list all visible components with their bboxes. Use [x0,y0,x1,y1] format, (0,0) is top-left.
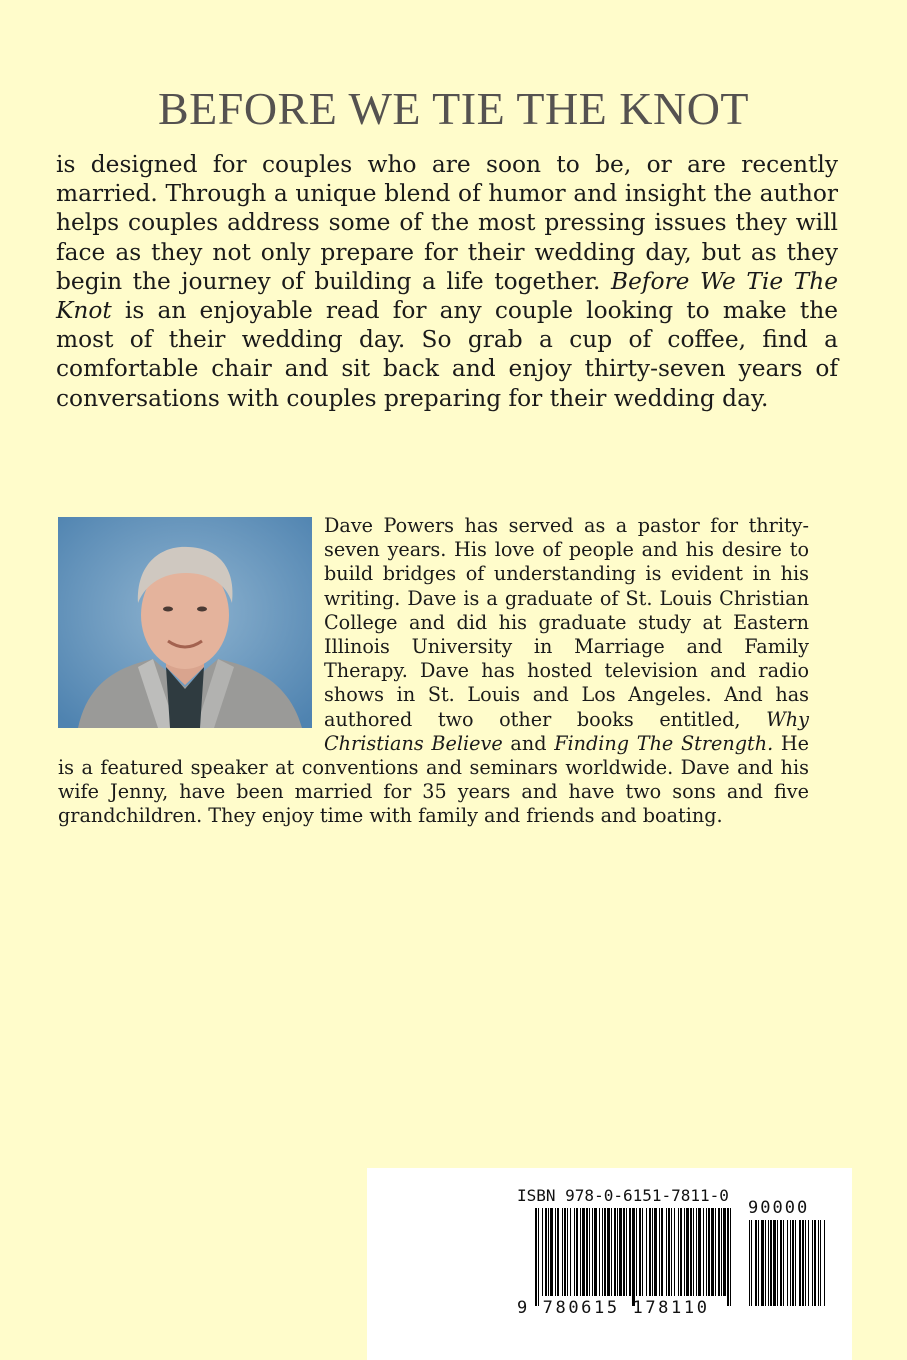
description-book-title: Before We Tie The Knot [56,267,838,325]
barcode-bar [680,1208,682,1296]
barcode-bar [564,1208,566,1296]
barcode-bar [557,1208,559,1296]
barcode-bar [562,1208,563,1296]
barcode-bar [614,1208,616,1296]
barcode-bar [642,1208,643,1296]
addon-bar [802,1220,804,1306]
addon-bar [814,1220,816,1306]
barcode-bar [582,1208,585,1296]
barcode-bar [589,1208,590,1296]
barcode-bar [703,1208,704,1296]
barcode-bar [570,1208,571,1296]
barcode-bar [661,1208,663,1296]
addon-bar [812,1220,813,1306]
barcode-bar [550,1208,553,1296]
barcode-bar [580,1208,581,1296]
bio-book-2: Finding The Strength. [554,731,774,755]
barcode-bar [545,1208,547,1296]
bio-book-1: Why Christians Believe [324,707,809,755]
addon-bar [751,1220,752,1306]
barcode-bar [723,1208,726,1296]
barcode-bar [690,1208,692,1296]
barcode-bar [674,1208,675,1296]
barcode-bar [629,1208,631,1296]
addon-bar [799,1220,801,1306]
barcode-bar [576,1208,578,1296]
addon-bar [777,1220,778,1306]
addon-bar [755,1220,757,1306]
barcode-bar [632,1208,635,1306]
barcode-bar [659,1208,660,1296]
addon-bar [824,1220,825,1306]
barcode-bar [730,1208,731,1306]
bio-and: and [502,731,555,755]
addon-bar [790,1220,791,1306]
barcode-bar [617,1208,618,1296]
addon-bar [787,1220,788,1306]
addon-bar [780,1220,782,1306]
barcode-bar [574,1208,575,1296]
barcode-bar [652,1208,653,1296]
description-text-2: is an enjoyable read for any couple looking to make the most of their wedding day. So grab a cup of coffee, find a comfortable chair and sit back and enjoy thirty-seven years of conversations with couples preparing for their wedding day. [56,297,838,412]
barcode-bar [715,1208,716,1296]
barcode-bar [623,1208,625,1296]
barcode-bar [684,1208,685,1296]
barcode-bar [619,1208,622,1296]
barcode-bar [711,1208,714,1296]
addon-bar [749,1220,750,1306]
barcode-bar [636,1208,637,1296]
barcode-bar [567,1208,568,1296]
addon-digits: 90000 [748,1198,810,1218]
addon-bar [818,1220,819,1306]
ean-digits: 9 780615 178110 [517,1298,710,1318]
addon-bar [758,1220,759,1306]
barcode-bar [678,1208,679,1296]
barcode-bar [668,1208,670,1296]
barcode-bar [592,1208,593,1296]
photo-spacer [58,514,324,732]
isbn-label: ISBN 978-0-6151-7811-0 [517,1186,729,1205]
barcode-bar [718,1208,720,1296]
addon-bar [768,1220,769,1306]
barcode-bar [654,1208,657,1296]
addon-bar [805,1220,806,1306]
author-bio [58,514,809,829]
barcode-bar [626,1208,627,1296]
barcode-bar [646,1208,647,1296]
barcode-bar [698,1208,701,1296]
barcode-bar [604,1208,606,1296]
barcode-bar [602,1208,603,1296]
barcode-bar [727,1208,729,1306]
barcode-bar [607,1208,610,1296]
barcode-bar [696,1208,697,1296]
addon-bar [765,1220,766,1306]
barcode-bar [686,1208,689,1296]
barcode-bar [666,1208,667,1296]
barcode-bar [649,1208,651,1296]
addon-bar [808,1220,809,1306]
barcode-bar [535,1208,537,1306]
addon-bar [770,1220,772,1306]
description-text-1: is designed for couples who are soon to be, or are recently married. Through a unique blend of humor and insight the author helps couples address some of the most pressing issues they will face as they not only prepare for their wedding day, but as they begin the journey of building a life together. [56,151,838,295]
barcode-bar [555,1208,556,1296]
addon-bar [761,1220,764,1306]
barcode-bar [594,1208,597,1296]
barcode-bar [639,1208,641,1296]
addon-bar [783,1220,784,1306]
addon-bar [820,1220,821,1306]
barcode-bar [586,1208,588,1296]
addon-bar [792,1220,794,1306]
barcode-bar [548,1208,549,1296]
bio-text-1: Dave Powers has served as a pastor for thrity-seven years. His love of people and his desire to build bridges of understanding is evident in his writing. Dave is a graduate of St. Louis Christian College and did his graduate study at Eastern Illinois University in Marriage and Family Therapy. Dave has hosted television and radio shows in St. Louis and Los Angeles. And has authored two other books entitled, [324,514,809,731]
addon-bar [773,1220,776,1306]
barcode-box [367,1168,852,1360]
book-description [56,150,838,413]
addon-bar [795,1220,796,1306]
barcode-bar [721,1208,722,1296]
barcode-bar [538,1208,539,1306]
barcode-bar [708,1208,710,1296]
barcode-bar [542,1208,543,1296]
barcode-bar [706,1208,707,1296]
barcode-bar [671,1208,672,1296]
barcode-bar [693,1208,694,1296]
barcode-bar [599,1208,600,1296]
book-title: BEFORE WE TIE THE KNOT [157,83,750,134]
bio-text-2: He is a featured speaker at conventions and seminars worldwide. Dave and his wife Jenny, have been married for 35 years and have two sons and five grandchildren. They enjoy time with family and friends and boating. [58,731,810,828]
barcode-bar [611,1208,612,1296]
